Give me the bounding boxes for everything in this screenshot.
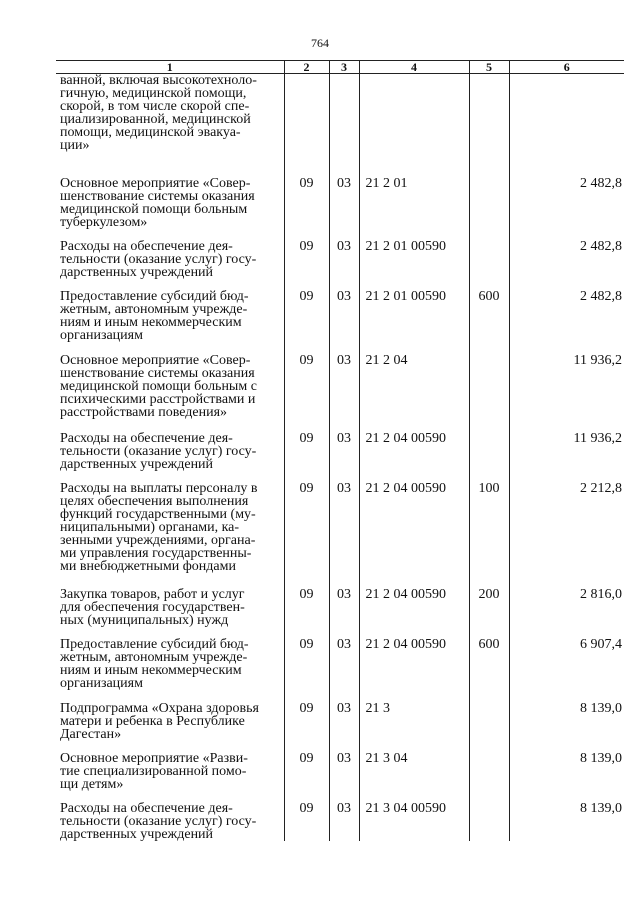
row-section-cell: 09 [284, 628, 329, 692]
table-row [56, 167, 624, 230]
row-target-article-cell: 21 2 01 00590 [359, 230, 469, 280]
row-target-article-cell: 21 3 04 [359, 742, 469, 792]
row-name-cell [56, 74, 284, 167]
row-expense-type-cell [469, 792, 509, 841]
row-amount-cell [509, 74, 624, 167]
row-subsection-cell: 03 [329, 742, 359, 792]
row-target-article-cell [359, 74, 469, 167]
row-subsection-cell: 03 [329, 280, 359, 344]
row-target-article-cell: 21 2 04 00590 [359, 578, 469, 628]
row-section-cell: 09 [284, 692, 329, 742]
row-subsection-cell: 03 [329, 230, 359, 280]
table-row [56, 742, 624, 792]
row-expense-type-cell: 200 [469, 578, 509, 628]
row-name-text: Предоставление субсидий бюд- жетным, автономным учрежде- ниям и иным некоммерческим организациям [60, 288, 249, 343]
row-name-cell [56, 167, 284, 230]
row-target-article-cell: 21 2 01 00590 [359, 280, 469, 344]
row-section-cell: 09 [284, 230, 329, 280]
row-section-cell [284, 74, 329, 167]
row-subsection-cell: 03 [329, 167, 359, 230]
table-row [56, 230, 624, 280]
row-subsection-cell: 03 [329, 792, 359, 841]
row-name-cell [56, 422, 284, 472]
row-name-text: Расходы на выплаты персоналу в целях обеспечения выполнения функций государственными (му- ниципальными) органами, ка- зенными учреждениями, органа- ми управления государственны- ми внебюджетными фондами [60, 480, 258, 574]
row-subsection-cell: 03 [329, 692, 359, 742]
table-header-row [56, 61, 624, 74]
row-name-cell [56, 472, 284, 578]
table-row [56, 628, 624, 692]
row-name-text: Закупка товаров, работ и услуг для обеспечения государствен- ных (муниципальных) нужд [60, 586, 245, 628]
table-row [56, 280, 624, 344]
row-amount-cell: 11 936,2 [509, 344, 624, 422]
row-name-cell [56, 692, 284, 742]
row-subsection-cell: 03 [329, 422, 359, 472]
row-expense-type-cell: 100 [469, 472, 509, 578]
column-header-5: 5 [469, 61, 509, 74]
table-row [56, 74, 624, 167]
row-amount-cell: 2 482,8 [509, 280, 624, 344]
row-expense-type-cell [469, 167, 509, 230]
row-amount-cell: 8 139,0 [509, 792, 624, 841]
row-name-text: Расходы на обеспечение дея- тельности (оказание услуг) госу- дарственных учреждений [60, 238, 257, 280]
row-expense-type-cell [469, 230, 509, 280]
row-target-article-cell: 21 2 04 00590 [359, 472, 469, 578]
row-subsection-cell: 03 [329, 578, 359, 628]
page-number: 764 [311, 36, 329, 50]
budget-table [56, 60, 624, 841]
row-name-cell [56, 230, 284, 280]
row-target-article-cell: 21 3 04 00590 [359, 792, 469, 841]
row-target-article-cell: 21 2 04 00590 [359, 422, 469, 472]
column-header-3: 3 [329, 61, 359, 74]
row-name-cell [56, 344, 284, 422]
row-name-text: Основное мероприятие «Совер- шенствование системы оказания медицинской помощи больным туберкулезом» [60, 175, 255, 230]
row-name-cell [56, 280, 284, 344]
row-amount-cell: 8 139,0 [509, 692, 624, 742]
table-row [56, 344, 624, 422]
row-expense-type-cell [469, 742, 509, 792]
row-target-article-cell: 21 3 [359, 692, 469, 742]
row-amount-cell: 2 482,8 [509, 167, 624, 230]
row-name-text: Подпрограмма «Охрана здоровья матери и ребенка в Республике Дагестан» [60, 700, 259, 742]
row-amount-cell: 2 482,8 [509, 230, 624, 280]
row-target-article-cell: 21 2 04 [359, 344, 469, 422]
row-amount-cell: 8 139,0 [509, 742, 624, 792]
column-header-4: 4 [359, 61, 469, 74]
row-amount-cell: 11 936,2 [509, 422, 624, 472]
row-name-cell [56, 628, 284, 692]
row-expense-type-cell: 600 [469, 280, 509, 344]
row-name-text: ванной, включая высокотехноло- гичную, медицинской помощи, скорой, в том числе скорой спе- циализированной, медицинской помощи, медицинской эвакуа- ции» [60, 73, 257, 153]
row-section-cell: 09 [284, 578, 329, 628]
row-expense-type-cell [469, 422, 509, 472]
row-expense-type-cell [469, 344, 509, 422]
table-row [56, 578, 624, 628]
row-section-cell: 09 [284, 167, 329, 230]
table-row [56, 422, 624, 472]
row-name-text: Основное мероприятие «Совер- шенствование системы оказания медицинской помощи больным с психическими расстройствами и расстройствами поведения» [60, 352, 257, 420]
row-name-text: Основное мероприятие «Разви- тие специализированной помо- щи детям» [60, 750, 248, 792]
row-section-cell: 09 [284, 472, 329, 578]
table-row [56, 472, 624, 578]
column-header-1: 1 [56, 61, 284, 74]
column-header-6: 6 [509, 61, 624, 74]
row-target-article-cell: 21 2 04 00590 [359, 628, 469, 692]
row-name-cell [56, 578, 284, 628]
table-row [56, 692, 624, 742]
table-body [56, 74, 624, 841]
row-subsection-cell: 03 [329, 628, 359, 692]
row-expense-type-cell [469, 74, 509, 167]
row-amount-cell: 6 907,4 [509, 628, 624, 692]
row-subsection-cell: 03 [329, 344, 359, 422]
row-name-text: Предоставление субсидий бюд- жетным, автономным учрежде- ниям и иным некоммерческим организациям [60, 636, 249, 691]
row-expense-type-cell [469, 692, 509, 742]
row-name-text: Расходы на обеспечение дея- тельности (оказание услуг) госу- дарственных учреждений [60, 430, 257, 472]
row-target-article-cell: 21 2 01 [359, 167, 469, 230]
row-section-cell: 09 [284, 792, 329, 841]
row-amount-cell: 2 816,0 [509, 578, 624, 628]
row-name-cell [56, 742, 284, 792]
table-row [56, 792, 624, 841]
row-section-cell: 09 [284, 422, 329, 472]
row-subsection-cell [329, 74, 359, 167]
row-name-text: Расходы на обеспечение дея- тельности (оказание услуг) госу- дарственных учреждений [60, 800, 257, 842]
row-expense-type-cell: 600 [469, 628, 509, 692]
row-amount-cell: 2 212,8 [509, 472, 624, 578]
column-header-2: 2 [284, 61, 329, 74]
row-section-cell: 09 [284, 344, 329, 422]
row-name-cell [56, 792, 284, 841]
row-section-cell: 09 [284, 280, 329, 344]
row-subsection-cell: 03 [329, 472, 359, 578]
row-section-cell: 09 [284, 742, 329, 792]
